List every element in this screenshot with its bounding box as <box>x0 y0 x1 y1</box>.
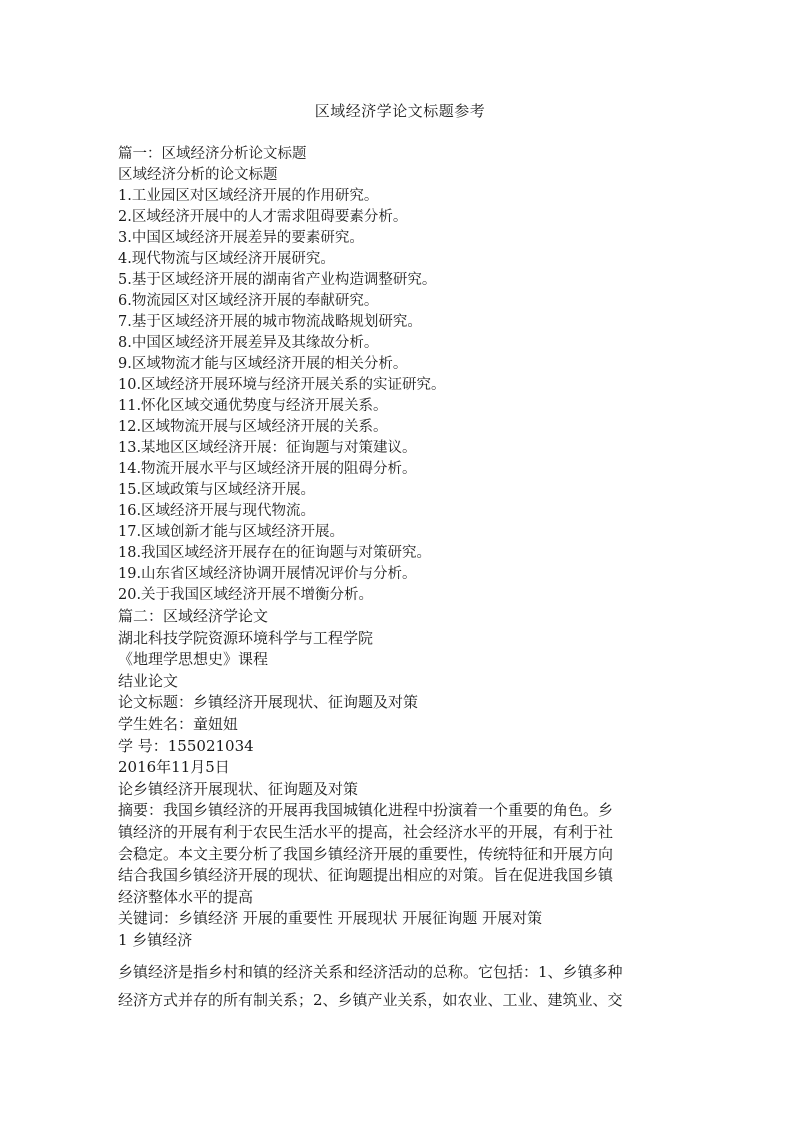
text-line: 论乡镇经济开展现状、征询题及对策 <box>118 779 359 798</box>
list-item: 6.物流园区对区域经济开展的奉献研究。 <box>118 293 379 309</box>
section-two <box>118 606 718 952</box>
list-item: 13.某地区区域经济开展：征询题与对策建议。 <box>118 440 417 456</box>
text-line: 1 乡镇经济 <box>118 930 193 949</box>
text-line: 湖北科技学院资源环境科学与工程学院 <box>118 628 374 647</box>
text-line: 《地理学思想史》课程 <box>118 650 269 669</box>
list-item: 18.我国区域经济开展存在的征询题与对策研究。 <box>118 545 432 561</box>
paragraph-line: 乡镇经济是指乡村和镇的经济关系和经济活动的总称。它包括：1、乡镇多种 <box>118 963 623 981</box>
text-line: 论文标题：乡镇经济开展现状、征询题及对策 <box>118 693 419 712</box>
text-line: 结业论文 <box>118 671 179 690</box>
list-item: 8.中国区域经济开展差异及其缘故分析。 <box>118 335 379 351</box>
section-one <box>118 144 718 606</box>
list-item: 10.区域经济开展环境与经济开展关系的实证研究。 <box>118 377 446 393</box>
list-item: 19.山东省区域经济协调开展情况评价与分析。 <box>118 566 417 582</box>
section-one-subheading: 区域经济分析的论文标题 <box>118 167 278 183</box>
list-item: 2.区域经济开展中的人才需求阻碍要素分析。 <box>118 209 408 225</box>
text-line: 学 号：155021034 <box>118 736 254 755</box>
section-one-heading: 篇一：区域经济分析论文标题 <box>118 146 307 162</box>
text-line: 摘要：我国乡镇经济的开展再我国城镇化进程中扮演着一个重要的角色。乡 <box>118 801 614 820</box>
text-line: 关键词：乡镇经济 开展的重要性 开展现状 开展征询题 开展对策 <box>118 909 543 928</box>
document-title: 区域经济学论文标题参考 <box>314 102 486 120</box>
text-line: 学生姓名：童妞妞 <box>118 714 239 733</box>
text-line: 2016年11月5日 <box>118 758 230 777</box>
text-line: 结合我国乡镇经济开展的现状、征询题提出相应的对策。旨在促进我国乡镇 <box>118 866 614 885</box>
list-item: 3.中国区域经济开展差异的要素研究。 <box>118 230 364 246</box>
list-item: 20.关于我国区域经济开展不增衡分析。 <box>118 587 374 603</box>
list-item: 4.现代物流与区域经济开展研究。 <box>118 251 335 267</box>
text-line: 经济整体水平的提高 <box>118 887 254 906</box>
list-item: 17.区域创新才能与区域经济开展。 <box>118 524 345 540</box>
list-item: 15.区域政策与区域经济开展。 <box>118 482 316 498</box>
body-paragraph <box>118 958 678 1014</box>
list-item: 12.区域物流开展与区域经济开展的关系。 <box>118 419 388 435</box>
list-item: 9.区域物流才能与区域经济开展的相关分析。 <box>118 356 408 372</box>
section-two-heading: 篇二：区域经济学论文 <box>118 607 269 625</box>
text-line: 会稳定。本文主要分析了我国乡镇经济开展的重要性，传统特征和开展方向 <box>118 844 614 863</box>
list-item: 11.怀化区域交通优势度与经济开展关系。 <box>118 398 388 414</box>
list-item: 7.基于区域经济开展的城市物流战略规划研究。 <box>118 314 422 330</box>
list-item: 16.区域经济开展与现代物流。 <box>118 503 316 519</box>
list-item: 5.基于区域经济开展的湖南省产业构造调整研究。 <box>118 272 437 288</box>
paragraph-line: 经济方式并存的所有制关系；2、乡镇产业关系，如农业、工业、建筑业、交 <box>118 991 623 1009</box>
list-item: 1.工业园区对区域经济开展的作用研究。 <box>118 188 379 204</box>
list-item: 14.物流开展水平与区域经济开展的阻碍分析。 <box>118 461 417 477</box>
text-line: 镇经济的开展有利于农民生活水平的提高，社会经济水平的开展，有利于社 <box>118 822 614 841</box>
